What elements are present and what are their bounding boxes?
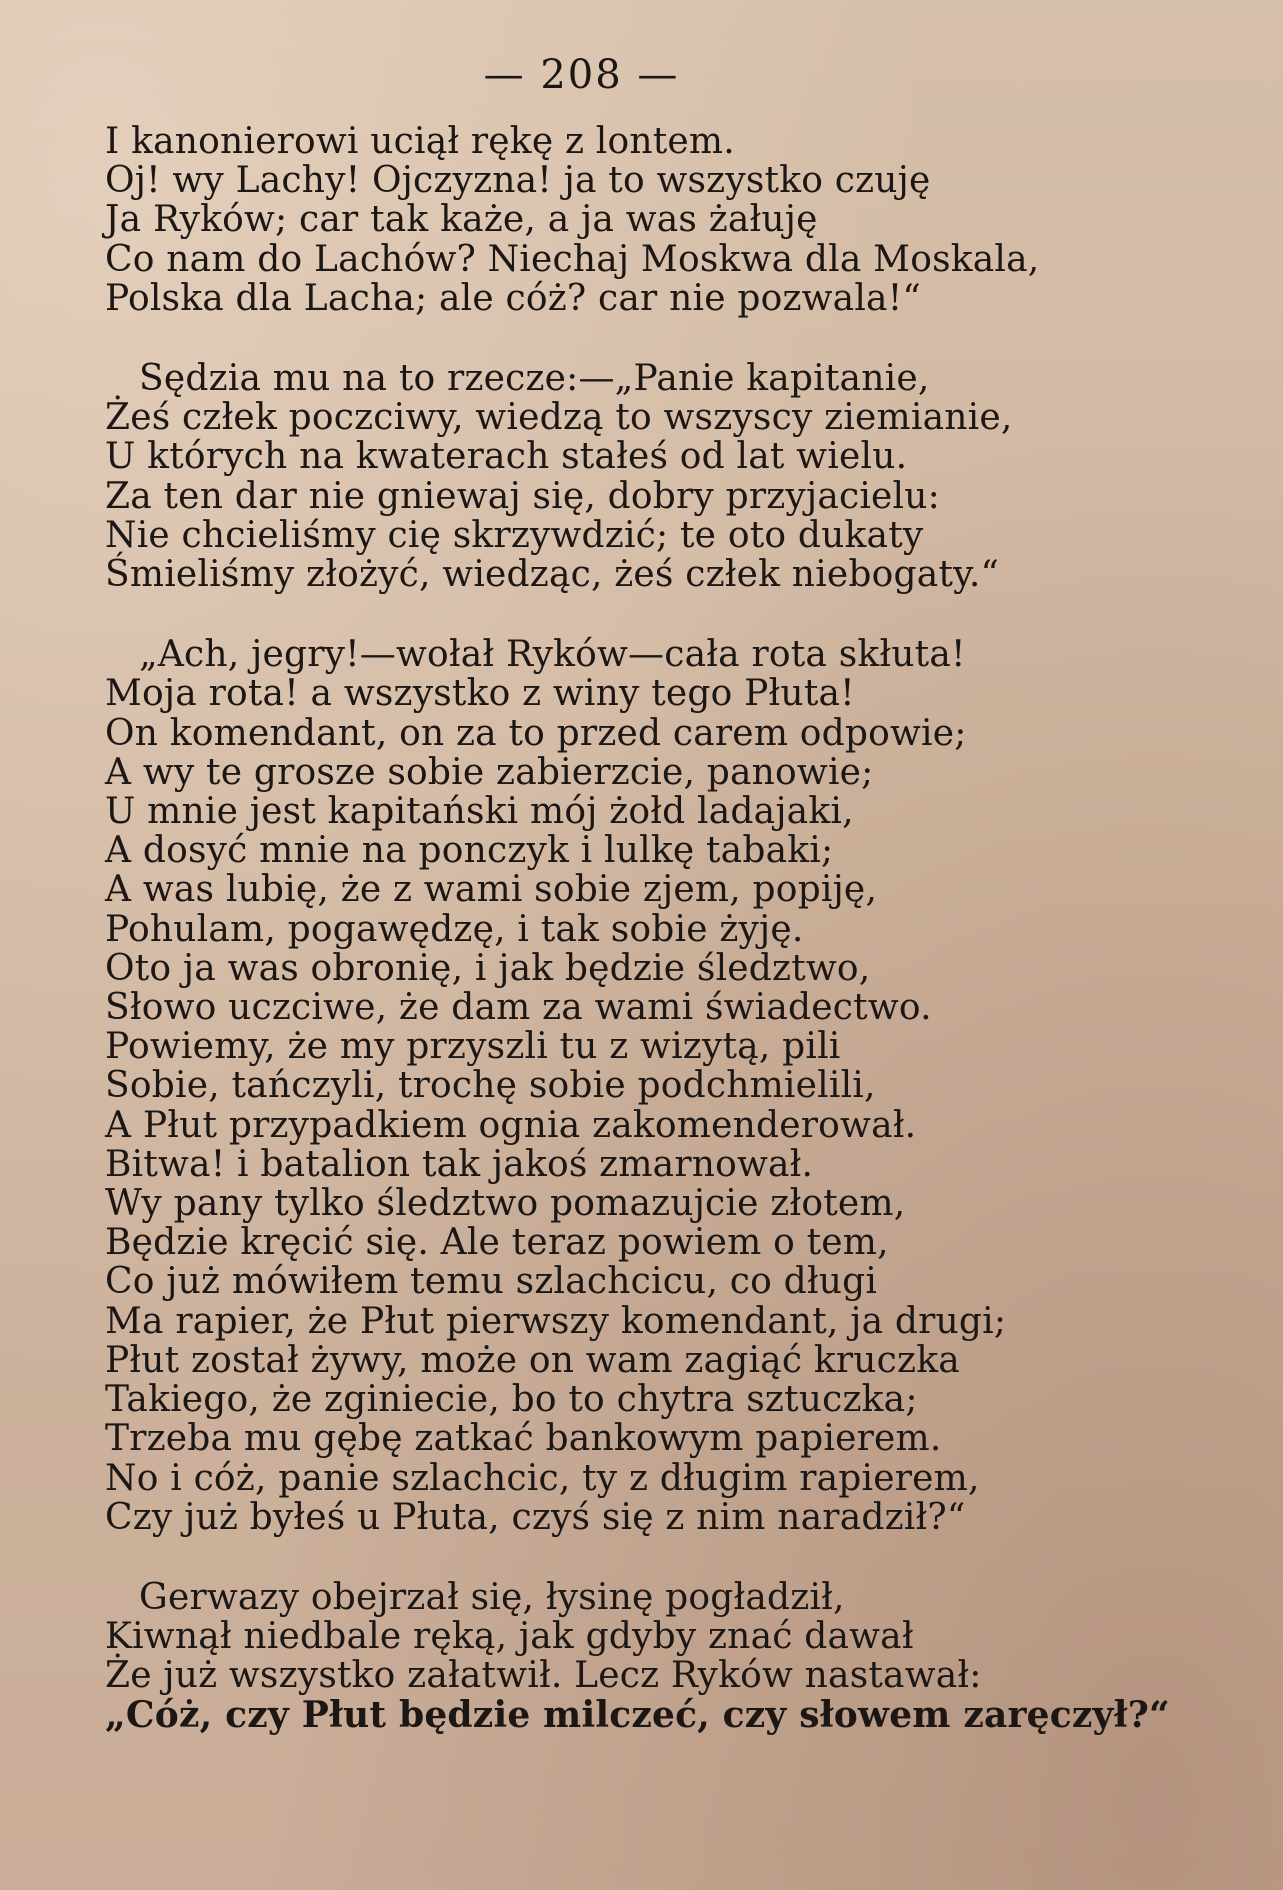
verse-line: Będzie kręcić się. Ale teraz powiem o tem, bbox=[105, 1222, 889, 1264]
poem-text bbox=[105, 121, 1170, 1736]
verse-line: Polska dla Lacha; ale cóż? car nie pozwala!“ bbox=[105, 277, 921, 319]
verse-line: Płut został żywy, może on wam zagiąć kruczka bbox=[105, 1339, 960, 1381]
verse-line: Sędzia mu na to rzecze:—„Panie kapitanie, bbox=[139, 358, 930, 400]
verse-line: Śmieliśmy złożyć, wiedząc, żeś człek niebogaty.“ bbox=[105, 554, 1000, 596]
verse-line: Ma rapier, że Płut pierwszy komendant, ja drugi; bbox=[105, 1300, 1007, 1342]
verse-line: „Cóż, czy Płut będzie milczeć, czy słowem zaręczył?“ bbox=[105, 1693, 1170, 1736]
verse-line: Nie chcieliśmy cię skrzywdzić; te oto dukaty bbox=[105, 514, 924, 556]
page-number: — 208 — bbox=[483, 52, 680, 98]
verse-line: U których na kwaterach stałeś od lat wielu. bbox=[105, 436, 908, 478]
verse-line: A wy te grosze sobie zabierzcie, panowie; bbox=[105, 751, 874, 793]
verse-line: On komendant, on za to przed carem odpowie; bbox=[105, 712, 967, 754]
verse-line: Gerwazy obejrzał się, łysinę pogładził, bbox=[139, 1576, 845, 1618]
verse-line: Że już wszystko załatwił. Lecz Ryków nastawał: bbox=[105, 1655, 982, 1697]
verse-line: Sobie, tańczyli, trochę sobie podchmielili, bbox=[105, 1065, 876, 1107]
verse-line: Co już mówiłem temu szlachcicu, co długi bbox=[105, 1261, 878, 1303]
verse-line: Żeś człek poczciwy, wiedzą to wszyscy ziemianie, bbox=[105, 397, 1013, 439]
stanza-2 bbox=[105, 359, 1115, 594]
verse-line: A Płut przypadkiem ognia zakomenderował. bbox=[105, 1104, 917, 1146]
verse-line: A was lubię, że z wami sobie zjem, popiję, bbox=[105, 869, 878, 911]
verse-line: Pohulam, pogawędzę, i tak sobie żyję. bbox=[105, 908, 804, 950]
verse-line: Słowo uczciwe, że dam za wami świadectwo. bbox=[105, 987, 932, 1029]
verse-line: A dosyć mnie na ponczyk i lulkę tabaki; bbox=[105, 830, 834, 872]
verse-line: No i cóż, panie szlachcic, ty z długim rapierem, bbox=[105, 1457, 980, 1499]
verse-line: Co nam do Lachów? Niechaj Moskwa dla Moskala, bbox=[105, 238, 1040, 280]
verse-line: Oj! wy Lachy! Ojczyzna! ja to wszystko czuję bbox=[105, 160, 931, 202]
verse-line: Kiwnął niedbale ręką, jak gdyby znać dawał bbox=[105, 1616, 914, 1658]
verse-line: Oto ja was obronię, i jak będzie śledztwo, bbox=[105, 947, 871, 989]
verse-line: Powiemy, że my przyszli tu z wizytą, pili bbox=[105, 1026, 841, 1068]
verse-line: „Ach, jegry!—wołał Ryków—cała rota skłuta! bbox=[139, 634, 966, 676]
verse-line: Takiego, że zginiecie, bo to chytra sztuczka; bbox=[105, 1379, 918, 1421]
stanza-3 bbox=[105, 635, 1115, 1537]
verse-line: Wy pany tylko śledztwo pomazujcie złotem, bbox=[105, 1183, 906, 1225]
verse-line: Bitwa! i batalion tak jakoś zmarnował. bbox=[105, 1143, 814, 1185]
verse-line: Trzeba mu gębę zatkać bankowym papierem. bbox=[105, 1418, 942, 1460]
stanza-1 bbox=[105, 122, 1115, 318]
verse-line: U mnie jest kapitański mój żołd ladajaki, bbox=[105, 791, 854, 833]
verse-line: Moja rota! a wszystko z winy tego Płuta! bbox=[105, 673, 855, 715]
verse-line: I kanonierowi uciął rękę z lontem. bbox=[105, 121, 735, 162]
verse-line: Czy już byłeś u Płuta, czyś się z nim naradził?“ bbox=[105, 1496, 966, 1538]
verse-line: Za ten dar nie gniewaj się, dobry przyjacielu: bbox=[105, 475, 940, 517]
stanza-4 bbox=[105, 1576, 1170, 1736]
verse-line: Ja Ryków; car tak każe, a ja was żałuję bbox=[105, 199, 818, 241]
